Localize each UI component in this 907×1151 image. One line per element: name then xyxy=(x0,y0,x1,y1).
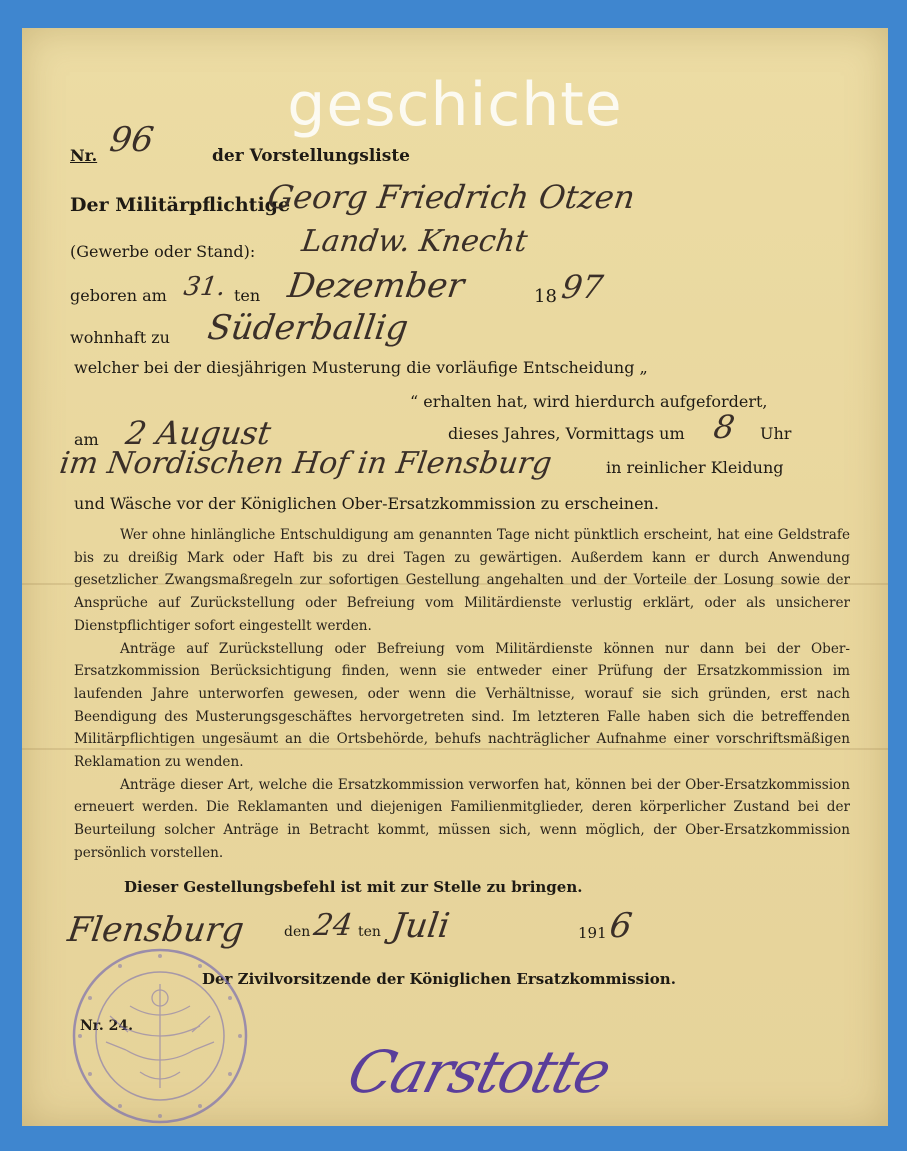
born-month: Dezember xyxy=(285,266,467,306)
resident-label: wohnhaft zu xyxy=(70,328,170,347)
uhr-label: Uhr xyxy=(760,424,792,443)
born-day: 31. xyxy=(181,272,228,302)
den-label: den xyxy=(284,924,311,940)
clothing-text: in reinlicher Kleidung xyxy=(606,458,784,477)
watermark: geschichte xyxy=(287,70,623,140)
instructions-paragraph-2: Anträge auf Zurückstellung oder Befreiung vom Militärdienste können nur dann bei der Ober-Ersatzkommission Berücksichtigung finden, wenn sie entweder einer Prüfung der Ersatzkommission im laufenden Jahre unterworfen gewesen, oder wenn die Verhältnisse, worauf sie sich gründen, erst nach Beendigung des Musterungsgeschäftes hervorgetreten sind. Im letzteren Falle haben sich die betreffenden Militärpflichtigen ungesäumt an die Ortsbehörde, behufs nachträglicher Aufnahme einer vorschriftsmäßigen Reklamation zu wenden. xyxy=(74,640,850,771)
signature: Carstotte xyxy=(340,1038,617,1106)
issue-ten-label: ten xyxy=(358,924,381,940)
conscript-name: Georg Friedrich Otzen xyxy=(265,178,638,216)
bring-notice: Dieser Gestellungsbefehl ist mit zur Stelle zu bringen. xyxy=(124,878,583,896)
resident-value: Süderballig xyxy=(205,308,411,348)
born-ten-label: ten xyxy=(234,286,261,305)
commission-text: und Wäsche vor der Königlichen Ober-Ersatzkommission zu erscheinen. xyxy=(74,494,659,513)
reference-number: Nr. 24. xyxy=(80,1018,133,1034)
hour-value: 8 xyxy=(711,408,738,446)
trade-value: Landw. Knecht xyxy=(299,224,530,259)
conscript-label: Der Militärpflichtige xyxy=(70,194,291,216)
born-label: geboren am xyxy=(70,286,167,305)
decision-text: welcher bei der diesjährigen Musterung die vorläufige Entscheidung „ xyxy=(74,358,648,377)
document-sheet xyxy=(22,28,888,1126)
place-value: im Nordischen Hof in Flensburg xyxy=(57,446,554,481)
instructions-block xyxy=(74,524,850,865)
list-label: der Vorstellungsliste xyxy=(212,146,410,166)
issue-year-hand: 6 xyxy=(607,906,635,946)
year-text: dieses Jahres, Vormittags um xyxy=(448,424,685,443)
am-label: am xyxy=(74,430,99,449)
appointment-date: 2 August xyxy=(123,414,274,452)
instructions-paragraph-1: Wer ohne hinlängliche Entschuldigung am genannten Tage nicht pünktlich erscheint, hat eine Geldstrafe bis zu dreißig Mark oder Haft bis zu drei Tagen zu gewärtigen. Außerdem kann er durch Anwendung gesetzlicher Zwangsmaßregeln zur sofortigen Gestellung angehalten und der Vorteile der Losung sowie der Ansprüche auf Zurückstellung oder Befreiung vom Militärdienste verlustig erklärt, oder als unsicherer Dienstpflichtiger sofort eingestellt werden. xyxy=(74,527,850,634)
nr-label: Nr. xyxy=(70,146,98,165)
trade-label: (Gewerbe oder Stand): xyxy=(70,242,256,261)
official-seal xyxy=(70,946,250,1126)
received-text: “ erhalten hat, wird hierdurch aufgefordert, xyxy=(410,392,768,411)
instructions-paragraph-3: Anträge dieser Art, welche die Ersatzkommission verworfen hat, können bei der Ober-Ersatzkommission erneuert werden. Die Reklamanten und diejenigen Familienmitglieder, deren körperlicher Zustand bei der Beurteilung solcher Anträge in Betracht kommt, müssen sich, wenn möglich, der Ober-Ersatzkommission persönlich vorstellen. xyxy=(74,776,850,861)
issue-day: 24 xyxy=(311,908,355,943)
nr-value: 96 xyxy=(107,120,157,160)
authority-title: Der Zivilvorsitzende der Königlichen Ersatzkommission. xyxy=(202,970,676,988)
issue-place: Flensburg xyxy=(65,910,247,950)
issue-year-print: 191 xyxy=(578,924,607,942)
issue-month: Juli xyxy=(389,906,453,946)
born-year-print: 18 xyxy=(534,286,557,307)
born-year-hand: 97 xyxy=(559,268,606,306)
